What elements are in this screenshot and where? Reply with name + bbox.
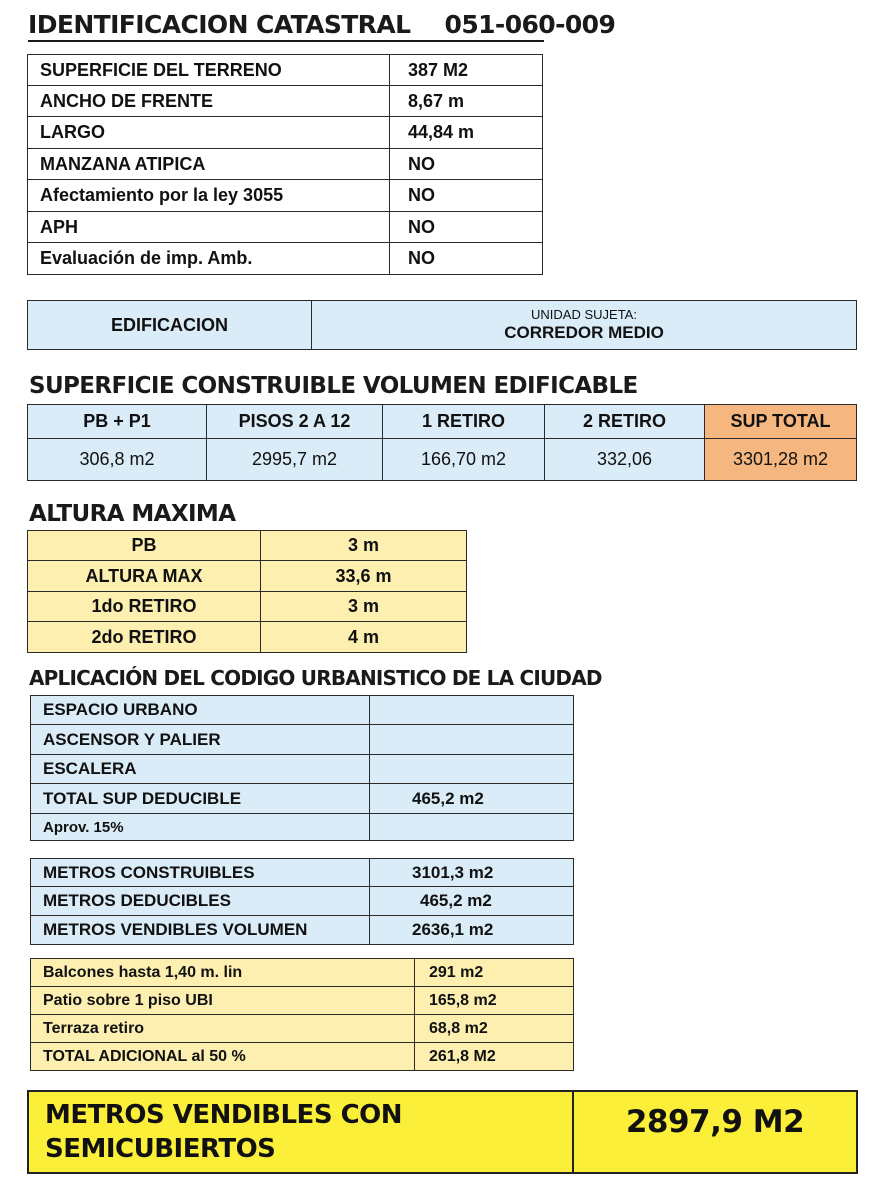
row-value: NO: [390, 149, 543, 180]
metros-vendibles-label-line2: SEMICUBIERTOS: [45, 1134, 276, 1164]
table-row: [28, 561, 467, 592]
unidad-sujeta-label: UNIDAD SUJETA:: [531, 307, 637, 322]
metros-value: 2636,1 m2: [370, 916, 574, 945]
metros-value: 465,2 m2: [370, 887, 574, 916]
metros-table: [30, 858, 574, 945]
table-row: [28, 622, 467, 653]
header-pb-p1: PB + P1: [28, 405, 207, 439]
adicional-label: Terraza retiro: [31, 1015, 415, 1043]
row-value: 8,67 m: [390, 86, 543, 117]
metros-vendibles-label: [28, 1091, 573, 1173]
table-row: [28, 439, 857, 481]
codigo-value: [370, 725, 574, 755]
header-2-retiro: 2 RETIRO: [545, 405, 705, 439]
metros-vendibles-value: 2897,9 M2: [573, 1091, 857, 1173]
table-row: [28, 592, 467, 622]
row-value: NO: [390, 212, 543, 243]
adicional-value: 261,8 M2: [415, 1043, 574, 1071]
row-label: ANCHO DE FRENTE: [28, 86, 390, 117]
altura-table: [27, 530, 467, 653]
header-1-retiro: 1 RETIRO: [383, 405, 545, 439]
row-value: NO: [390, 180, 543, 212]
metros-label: METROS CONSTRUIBLES: [31, 859, 370, 887]
table-row: [31, 1043, 574, 1071]
codigo-label: ESCALERA: [31, 755, 370, 784]
adicional-value: 165,8 m2: [415, 987, 574, 1015]
table-row: [31, 696, 574, 725]
row-label: MANZANA ATIPICA: [28, 149, 390, 180]
table-row: [31, 959, 574, 987]
catastral-code: 051-060-009: [444, 10, 616, 39]
row-value: NO: [390, 243, 543, 275]
codigo-label: Aprov. 15%: [31, 814, 370, 841]
adicional-table: [30, 958, 574, 1071]
altura-title: ALTURA MAXIMA: [29, 501, 236, 527]
codigo-label: TOTAL SUP DEDUCIBLE: [31, 784, 370, 814]
adicional-value: 68,8 m2: [415, 1015, 574, 1043]
row-label: LARGO: [28, 117, 390, 149]
table-row: [31, 814, 574, 841]
value-pisos: 2995,7 m2: [207, 439, 383, 481]
codigo-value: [370, 814, 574, 841]
table-row: [31, 784, 574, 814]
table-row: [28, 180, 543, 212]
table-row: [31, 916, 574, 945]
metros-vendibles-box: [27, 1090, 858, 1174]
value-pb-p1: 306,8 m2: [28, 439, 207, 481]
header-sup-total: SUP TOTAL: [705, 405, 857, 439]
identificacion-title-text: IDENTIFICACION CATASTRAL: [28, 10, 411, 39]
unidad-sujeta-cell: [312, 301, 857, 350]
superficie-title: SUPERFICIE CONSTRUIBLE VOLUMEN EDIFICABLE: [29, 373, 638, 399]
table-row: [28, 55, 543, 86]
table-row: [31, 859, 574, 887]
adicional-label: TOTAL ADICIONAL al 50 %: [31, 1043, 415, 1071]
altura-value: 3 m: [261, 592, 467, 622]
superficie-table: [27, 404, 857, 481]
row-value: 44,84 m: [390, 117, 543, 149]
codigo-value: [370, 696, 574, 725]
codigo-title: APLICACIÓN DEL CODIGO URBANISTICO DE LA CIUDAD: [29, 666, 602, 690]
row-value: 387 M2: [390, 55, 543, 86]
metros-vendibles-label-line1: METROS VENDIBLES CON: [45, 1100, 403, 1130]
table-row: [31, 987, 574, 1015]
header-pisos: PISOS 2 A 12: [207, 405, 383, 439]
table-row: [31, 1015, 574, 1043]
table-row: [31, 755, 574, 784]
altura-label: 1do RETIRO: [28, 592, 261, 622]
table-row: [28, 212, 543, 243]
altura-label: 2do RETIRO: [28, 622, 261, 653]
metros-label: METROS VENDIBLES VOLUMEN: [31, 916, 370, 945]
table-row: [28, 243, 543, 275]
table-row: [31, 887, 574, 916]
codigo-table: [30, 695, 574, 841]
unidad-sujeta-value: CORREDOR MEDIO: [504, 322, 664, 342]
value-1-retiro: 166,70 m2: [383, 439, 545, 481]
codigo-value: [370, 755, 574, 784]
table-row: [28, 531, 467, 561]
identificacion-title: [28, 10, 616, 42]
altura-value: 33,6 m: [261, 561, 467, 592]
table-row: [28, 301, 857, 350]
altura-label: ALTURA MAX: [28, 561, 261, 592]
table-row: [28, 86, 543, 117]
altura-value: 3 m: [261, 531, 467, 561]
altura-value: 4 m: [261, 622, 467, 653]
adicional-label: Balcones hasta 1,40 m. lin: [31, 959, 415, 987]
codigo-value: 465,2 m2: [370, 784, 574, 814]
table-row: [31, 725, 574, 755]
codigo-label: ESPACIO URBANO: [31, 696, 370, 725]
adicional-value: 291 m2: [415, 959, 574, 987]
row-label: Evaluación de imp. Amb.: [28, 243, 390, 275]
table-row: [28, 117, 543, 149]
row-label: SUPERFICIE DEL TERRENO: [28, 55, 390, 86]
altura-label: PB: [28, 531, 261, 561]
value-2-retiro: 332,06: [545, 439, 705, 481]
metros-value: 3101,3 m2: [370, 859, 574, 887]
table-row: [28, 149, 543, 180]
row-label: Afectamiento por la ley 3055: [28, 180, 390, 212]
adicional-label: Patio sobre 1 piso UBI: [31, 987, 415, 1015]
table-header-row: [28, 405, 857, 439]
value-sup-total: 3301,28 m2: [705, 439, 857, 481]
codigo-label: ASCENSOR Y PALIER: [31, 725, 370, 755]
edificacion-table: [27, 300, 857, 350]
edificacion-label: EDIFICACION: [28, 301, 312, 350]
identificacion-table: [27, 54, 543, 275]
row-label: APH: [28, 212, 390, 243]
metros-label: METROS DEDUCIBLES: [31, 887, 370, 916]
table-row: [28, 1091, 857, 1173]
